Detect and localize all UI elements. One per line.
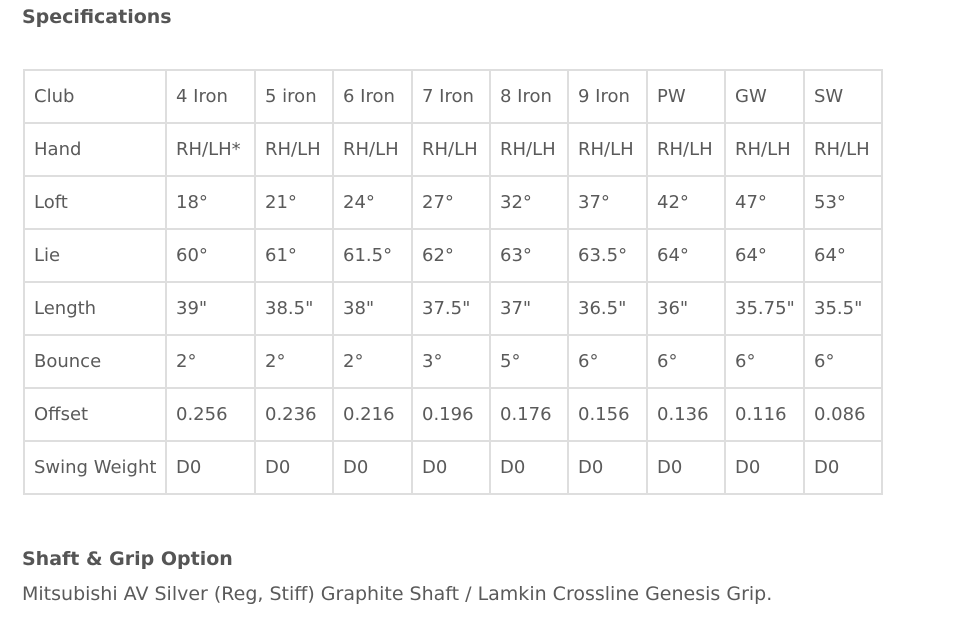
spec-cell: 61° (255, 229, 333, 282)
spec-cell: 63.5° (568, 229, 647, 282)
spec-cell: 8 Iron (490, 70, 568, 123)
spec-cell: 53° (804, 176, 882, 229)
spec-cell: 3° (412, 335, 490, 388)
spec-cell: 0.196 (412, 388, 490, 441)
spec-cell: D0 (412, 441, 490, 494)
spec-cell: 0.216 (333, 388, 412, 441)
spec-row-label: Club (24, 70, 166, 123)
spec-cell: GW (725, 70, 804, 123)
spec-row-bounce (24, 335, 882, 388)
spec-row-label: Length (24, 282, 166, 335)
spec-cell: 37.5" (412, 282, 490, 335)
spec-cell: 39" (166, 282, 255, 335)
spec-cell: 64° (647, 229, 725, 282)
spec-cell: RH/LH (647, 123, 725, 176)
specifications-title: Specifications (22, 6, 172, 28)
spec-cell: 18° (166, 176, 255, 229)
spec-cell: 64° (804, 229, 882, 282)
spec-cell: PW (647, 70, 725, 123)
spec-row-loft (24, 176, 882, 229)
spec-cell: D0 (166, 441, 255, 494)
spec-cell: 42° (647, 176, 725, 229)
spec-row-label: Swing Weight (24, 441, 166, 494)
shaft-grip-description: Mitsubishi AV Silver (Reg, Stiff) Graphite Shaft / Lamkin Crossline Genesis Grip. (22, 583, 773, 605)
spec-cell: 0.176 (490, 388, 568, 441)
spec-row-label: Lie (24, 229, 166, 282)
spec-cell: 9 Iron (568, 70, 647, 123)
spec-cell: 7 Iron (412, 70, 490, 123)
spec-cell: 6° (804, 335, 882, 388)
spec-row-hand (24, 123, 882, 176)
spec-cell: 63° (490, 229, 568, 282)
spec-cell: 35.75" (725, 282, 804, 335)
spec-cell: 36" (647, 282, 725, 335)
spec-cell: D0 (568, 441, 647, 494)
spec-cell: 27° (412, 176, 490, 229)
spec-cell: 38.5" (255, 282, 333, 335)
spec-cell: 0.116 (725, 388, 804, 441)
spec-cell: RH/LH (255, 123, 333, 176)
spec-cell: 0.256 (166, 388, 255, 441)
spec-cell: 5 iron (255, 70, 333, 123)
spec-cell: 37" (490, 282, 568, 335)
spec-cell: 5° (490, 335, 568, 388)
spec-cell: 32° (490, 176, 568, 229)
spec-cell: 0.156 (568, 388, 647, 441)
spec-cell: RH/LH (412, 123, 490, 176)
spec-row-club (24, 70, 882, 123)
spec-cell: 38" (333, 282, 412, 335)
spec-row-offset (24, 388, 882, 441)
spec-cell: 2° (255, 335, 333, 388)
spec-cell: 6° (568, 335, 647, 388)
spec-cell: 35.5" (804, 282, 882, 335)
spec-cell: 0.236 (255, 388, 333, 441)
spec-cell: 0.136 (647, 388, 725, 441)
spec-cell: RH/LH (725, 123, 804, 176)
spec-cell: 6° (725, 335, 804, 388)
spec-cell: 62° (412, 229, 490, 282)
spec-cell: D0 (647, 441, 725, 494)
spec-cell: D0 (255, 441, 333, 494)
spec-row-label: Loft (24, 176, 166, 229)
spec-cell: RH/LH (490, 123, 568, 176)
spec-cell: 4 Iron (166, 70, 255, 123)
spec-cell: 24° (333, 176, 412, 229)
spec-cell: 2° (333, 335, 412, 388)
spec-row-swing-weight (24, 441, 882, 494)
spec-row-label: Bounce (24, 335, 166, 388)
spec-cell: D0 (490, 441, 568, 494)
spec-row-label: Offset (24, 388, 166, 441)
specifications-table-body (24, 70, 882, 494)
spec-cell: RH/LH (804, 123, 882, 176)
specifications-table (23, 69, 883, 495)
spec-cell: D0 (804, 441, 882, 494)
spec-cell: 6° (647, 335, 725, 388)
spec-cell: SW (804, 70, 882, 123)
spec-row-length (24, 282, 882, 335)
spec-row-label: Hand (24, 123, 166, 176)
spec-cell: 2° (166, 335, 255, 388)
spec-cell: D0 (725, 441, 804, 494)
spec-cell: RH/LH (568, 123, 647, 176)
spec-cell: 21° (255, 176, 333, 229)
spec-cell: 47° (725, 176, 804, 229)
spec-cell: D0 (333, 441, 412, 494)
spec-cell: 36.5" (568, 282, 647, 335)
spec-cell: RH/LH (333, 123, 412, 176)
spec-cell: 0.086 (804, 388, 882, 441)
spec-cell: 64° (725, 229, 804, 282)
spec-row-lie (24, 229, 882, 282)
spec-cell: 6 Iron (333, 70, 412, 123)
shaft-grip-title: Shaft & Grip Option (22, 548, 233, 570)
spec-cell: RH/LH* (166, 123, 255, 176)
spec-cell: 61.5° (333, 229, 412, 282)
spec-cell: 60° (166, 229, 255, 282)
spec-cell: 37° (568, 176, 647, 229)
